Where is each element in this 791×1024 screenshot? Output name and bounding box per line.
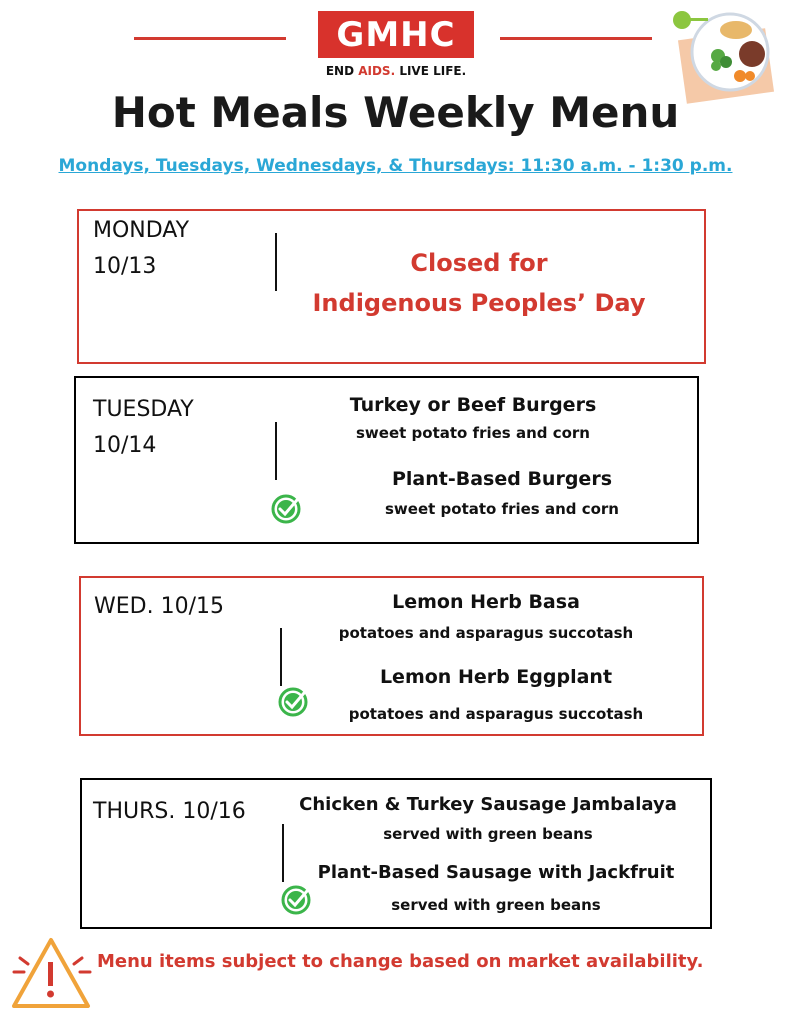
dish-side: potatoes and asparagus succotash <box>348 705 644 723</box>
dish-side: potatoes and asparagus succotash <box>338 624 634 642</box>
gmhc-logo <box>318 11 474 58</box>
check-circle-icon <box>277 686 309 718</box>
availability-notice: Menu items subject to change based on market availability. <box>97 951 704 972</box>
header-rule-right <box>500 37 652 40</box>
dish-main-vegan: Plant-Based Sausage with Jackfruit <box>317 862 675 883</box>
check-circle-icon <box>280 884 312 916</box>
dish-side: served with green beans <box>383 825 593 843</box>
divider <box>280 628 282 686</box>
wednesday-card <box>79 576 704 736</box>
tagline-red: AIDS. <box>358 64 396 78</box>
day-label: MONDAY 10/13 <box>93 218 190 279</box>
day-label: WED. 10/15 <box>94 594 224 619</box>
closed-notice <box>284 243 674 323</box>
service-hours: Mondays, Tuesdays, Wednesdays, & Thursdays: 11:30 a.m. - 1:30 p.m. <box>58 156 733 176</box>
dish-main: Chicken & Turkey Sausage Jambalaya <box>299 794 677 815</box>
day-label: TUESDAY 10/14 <box>93 397 194 458</box>
dish-side: served with green beans <box>391 896 601 914</box>
warning-icon <box>6 930 96 1020</box>
page-title: Hot Meals Weekly Menu <box>111 88 680 137</box>
monday-card <box>77 209 706 364</box>
dish-main-vegan: Lemon Herb Eggplant <box>379 666 613 688</box>
tagline-prefix: END <box>325 64 359 78</box>
closed-line-2: Indigenous Peoples’ Day <box>312 289 646 317</box>
tagline-suffix: LIVE LIFE. <box>395 64 467 78</box>
day-label: THURS. 10/16 <box>93 799 246 824</box>
logo-text: GMHC <box>336 14 456 55</box>
header-rule-left <box>134 37 286 40</box>
dish-main: Lemon Herb Basa <box>392 591 580 613</box>
divider <box>275 233 277 291</box>
divider <box>275 422 277 480</box>
dish-main-vegan: Plant-Based Burgers <box>391 468 612 490</box>
dish-main: Turkey or Beef Burgers <box>349 394 597 416</box>
closed-line-1: Closed for <box>410 249 548 277</box>
thursday-card <box>80 778 712 929</box>
tuesday-card <box>74 376 699 544</box>
check-circle-icon <box>270 493 302 525</box>
dish-side: sweet potato fries and corn <box>356 424 590 442</box>
tagline <box>300 64 492 78</box>
dish-side: sweet potato fries and corn <box>385 500 619 518</box>
